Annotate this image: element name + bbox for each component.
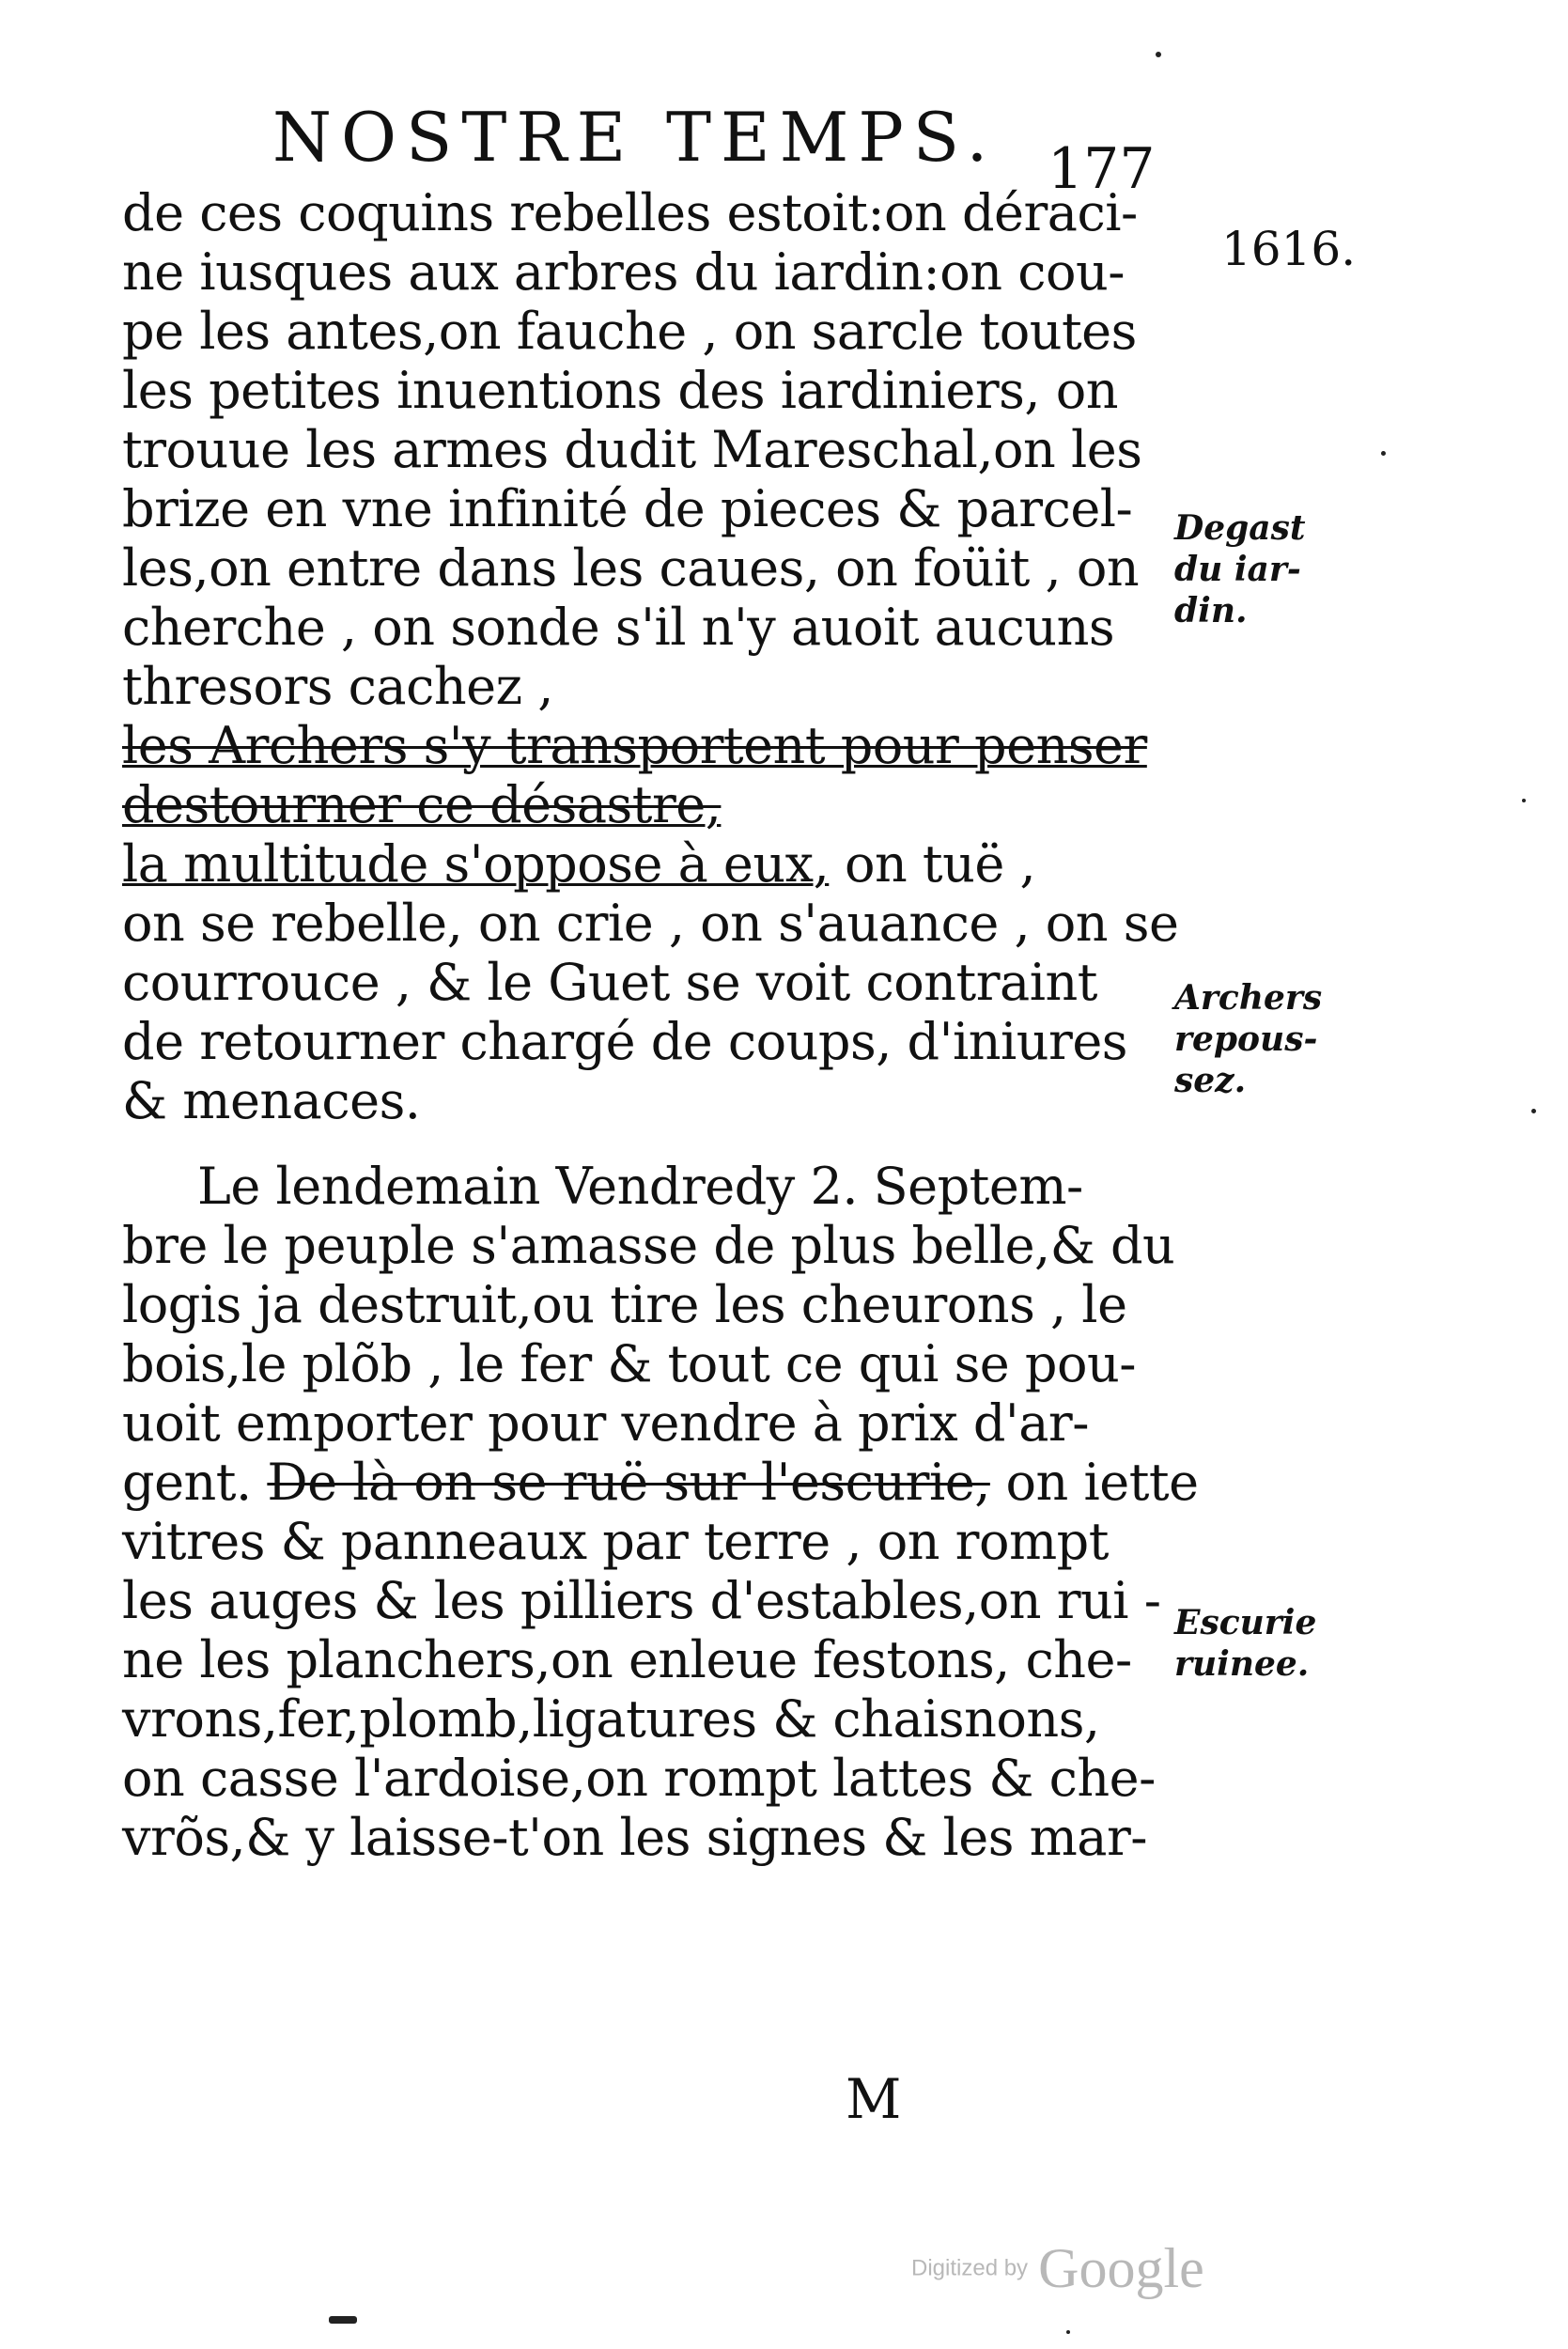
text-line: vitres & panneaux par terre , on rompt: [122, 1512, 1109, 1571]
scan-speck: [329, 2316, 357, 2324]
scan-speck: [1381, 451, 1386, 456]
text-line: les,on entre dans les caues, on foüit , on: [122, 538, 1140, 598]
text-line: pe les antes,on fauche , on sarcle toutes: [122, 302, 1137, 361]
text-segment: thresors cachez ,: [122, 657, 553, 716]
scan-speck: [1522, 799, 1526, 802]
text-line: ne les planchers,on enleue festons, che-: [122, 1630, 1132, 1689]
digitized-label: Digitized by: [911, 2255, 1029, 2281]
text-line: de ces coquins rebelles estoit:on déraci-: [122, 183, 1138, 242]
text-line-marked: [122, 716, 1184, 834]
text-line: on se rebelle, on crie , on s'auance , on se: [122, 894, 1179, 953]
running-title: NOSTRE TEMPS.: [272, 98, 998, 177]
text-line: les petites inuentions des iardiniers, on: [122, 361, 1119, 420]
catchword: M: [846, 2067, 902, 2131]
text-line: [122, 834, 1184, 894]
text-line: vrons,fer,plomb,ligatures & chaisnons,: [122, 1689, 1100, 1749]
marginal-note-line: Archers: [1174, 978, 1323, 1018]
marginal-note-escurie: [1174, 1602, 1316, 1685]
marginal-note-line: ruinee.: [1174, 1644, 1310, 1684]
text-line: bois,le plõb , le fer & tout ce qui se pou-: [122, 1334, 1137, 1393]
scan-speck: [1531, 1109, 1536, 1113]
text-line: ne iusques aux arbres du iardin:on cou-: [122, 242, 1125, 302]
marginal-note-line: Escurie: [1174, 1603, 1317, 1642]
marginal-note-line: din.: [1174, 591, 1248, 630]
text-line: courrouce , & le Guet se voit contraint: [122, 953, 1097, 1012]
text-line: [122, 1453, 1199, 1512]
marginal-note-line: du iar-: [1174, 550, 1301, 589]
marginal-note-archers: [1174, 977, 1322, 1101]
marginal-note-line: Degast: [1174, 508, 1306, 548]
text-line: de retourner chargé de coups, d'iniures: [122, 1012, 1128, 1071]
text-line: cherche , on sonde s'il n'y auoit aucuns: [122, 598, 1115, 657]
marginal-note-line: sez.: [1174, 1061, 1247, 1100]
struck-underlined-passage: les Archers s'y transportent pour penser destourner ce désastre,: [122, 716, 1147, 834]
text-line: uoit emporter pour vendre à prix d'ar-: [122, 1393, 1089, 1453]
text-line: bre le peuple s'amasse de plus belle,& du: [122, 1216, 1175, 1275]
text-line: vrõs,& y laisse-t'on les signes & les mar-: [122, 1808, 1148, 1867]
text-segment: on iette: [1005, 1453, 1199, 1512]
paragraph-first-line: Le lendemain Vendredy 2. Septem-: [197, 1157, 1083, 1216]
text-line: brize en vne infinité de pieces & parcel-: [122, 479, 1133, 538]
digitization-watermark: [911, 2236, 1204, 2301]
body-text: [122, 183, 1199, 1867]
scan-speck: [1156, 52, 1161, 57]
text-line: on casse l'ardoise,on rompt lattes & che-: [122, 1749, 1156, 1808]
underlined-passage: la multitude s'oppose à eux,: [122, 834, 830, 894]
scan-speck: [1066, 2330, 1070, 2334]
marginal-year: 1616.: [1221, 222, 1357, 276]
text-line: trouue les armes dudit Mareschal,on les: [122, 420, 1142, 479]
marginal-note-line: repous-: [1174, 1019, 1318, 1059]
digitized-brand: Google: [1038, 2237, 1204, 2299]
struck-passage: De là on se ruë sur l'escurie,: [267, 1453, 990, 1512]
text-line: & menaces.: [122, 1071, 421, 1130]
text-line: les auges & les pilliers d'estables,on rui -: [122, 1571, 1161, 1630]
marginal-note-degast: [1174, 507, 1306, 631]
text-line: [122, 657, 1184, 716]
page-number: 177: [1048, 136, 1156, 202]
text-segment: gent.: [122, 1453, 252, 1512]
text-line: logis ja destruit,ou tire les cheurons , le: [122, 1275, 1127, 1334]
text-segment: on tuë ,: [844, 834, 1036, 894]
